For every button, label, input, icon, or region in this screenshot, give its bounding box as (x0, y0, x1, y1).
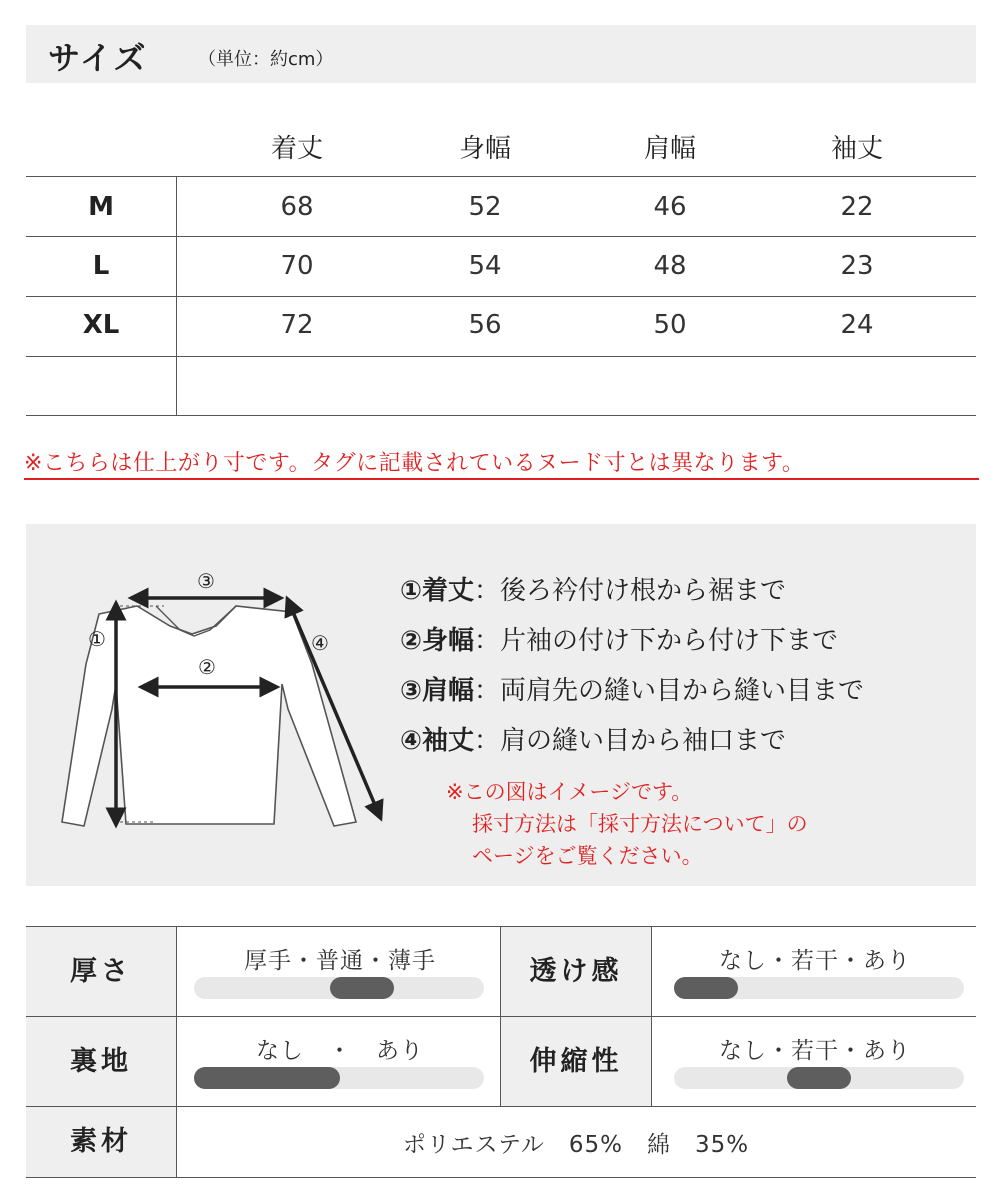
legend-item-sleeve: ④袖丈：肩の縫い目から袖口まで (400, 726, 787, 756)
table-divider (26, 1177, 976, 1178)
material-value: ポリエステル 65% 綿 35% (402, 1132, 750, 1158)
table-divider (26, 236, 976, 237)
table-cell: 46 (653, 192, 687, 222)
stretch-meter-fill (787, 1067, 851, 1089)
row-label: XL (82, 310, 120, 340)
column-header-shoulder: 肩幅 (643, 134, 696, 164)
stretch-meter (674, 1067, 964, 1089)
spec-label-material: 素材 (26, 1107, 176, 1177)
measurement-panel (26, 524, 976, 886)
table-column-divider (500, 926, 501, 1106)
marker-length: ① (88, 627, 106, 651)
table-cell: 72 (280, 310, 314, 340)
table-cell: 52 (468, 192, 502, 222)
legend-item-length: ①着丈：後ろ衿付け根から裾まで (400, 576, 787, 606)
row-label: L (92, 251, 110, 281)
table-column-divider (651, 926, 652, 1106)
spec-label-thickness: 厚さ (26, 927, 176, 1016)
table-divider (26, 296, 976, 297)
table-cell: 24 (840, 310, 874, 340)
spec-label-lining: 裏地 (26, 1017, 176, 1106)
table-cell: 54 (468, 251, 502, 281)
table-cell: 70 (280, 251, 314, 281)
table-divider (26, 415, 976, 416)
stretch-options: なし・若干・あり (719, 1038, 911, 1064)
diagram-note: ※この図はイメージです。 (446, 780, 693, 804)
diagram-note: 採寸方法は「採寸方法について」の (472, 812, 808, 836)
thickness-options: 厚手・普通・薄手 (244, 948, 436, 974)
column-header-width: 身幅 (458, 134, 511, 164)
marker-sleeve: ④ (311, 631, 329, 655)
sheerness-meter-fill (674, 977, 738, 999)
notice-underline (24, 478, 979, 480)
marker-shoulder: ③ (197, 569, 215, 593)
diagram-note: ページをご覧ください。 (472, 844, 703, 868)
column-header-length: 着丈 (270, 134, 323, 164)
size-title: サイズ (48, 39, 148, 77)
lining-meter (194, 1067, 484, 1089)
table-cell: 48 (653, 251, 687, 281)
legend-item-shoulder: ③肩幅：両肩先の縫い目から縫い目まで (400, 676, 865, 706)
legend-item-width: ②身幅：片袖の付け下から付け下まで (400, 626, 839, 656)
table-divider (26, 176, 976, 177)
sheerness-meter (674, 977, 964, 999)
spec-label-stretch: 伸縮性 (501, 1017, 651, 1106)
sheerness-options: なし・若干・あり (719, 948, 911, 974)
size-unit: （単位：約cm） (198, 49, 334, 70)
thickness-meter (194, 977, 484, 999)
size-header (26, 25, 976, 83)
table-cell: 50 (653, 310, 687, 340)
table-cell: 22 (840, 192, 874, 222)
spec-label-sheerness: 透け感 (501, 927, 651, 1016)
thickness-meter-fill (330, 977, 394, 999)
table-column-divider (176, 176, 177, 416)
marker-width: ② (198, 655, 216, 679)
row-label: M (88, 192, 114, 222)
column-header-sleeve: 袖丈 (830, 134, 883, 164)
shirt-diagram (44, 564, 390, 834)
table-cell: 56 (468, 310, 502, 340)
table-cell: 68 (280, 192, 314, 222)
table-cell: 23 (840, 251, 874, 281)
lining-options: なし ・ あり (256, 1038, 424, 1064)
table-divider (26, 356, 976, 357)
finished-size-notice: ※こちらは仕上がり寸です。タグに記載されているヌード寸とは異なります。 (24, 451, 805, 476)
lining-meter-fill (194, 1067, 340, 1089)
